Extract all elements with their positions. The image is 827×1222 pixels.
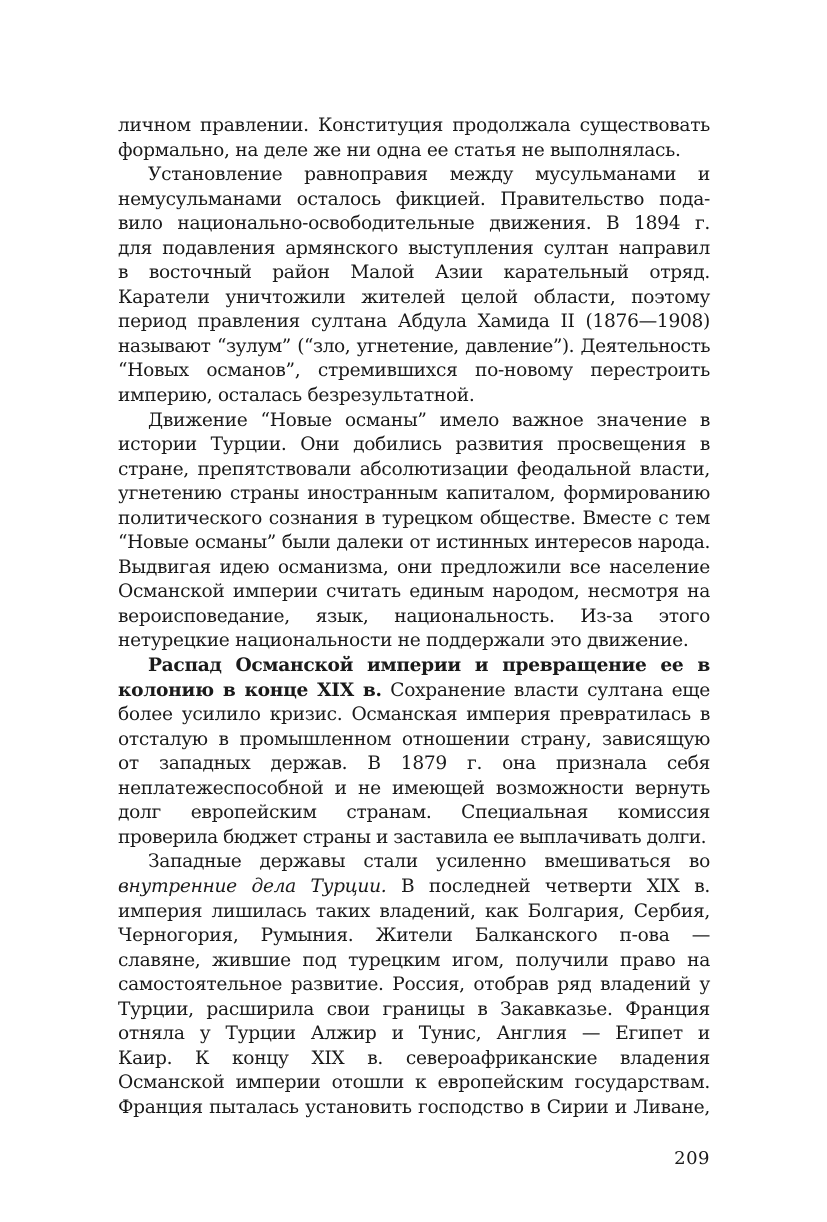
text-line: формально, на деле же ни одна ее статья не выполнялась.	[118, 139, 681, 161]
text-line: “Новых османов”, стремившихся по-новому перестроить	[118, 360, 710, 382]
text-line: империя лишилась таких владений, как Болгария, Сербия,	[118, 900, 710, 922]
page-number: 209	[674, 1148, 710, 1169]
text-line: стране, препятствовали абсолютизации феодальной власти,	[118, 458, 710, 480]
text-line: угнетению страны иностранным капиталом, формированию	[118, 483, 710, 505]
section-heading-line: Распад Османской империи и превращение ее в	[148, 655, 710, 677]
text-line: для подавления армянского выступления султан направил	[118, 237, 710, 259]
text-line: личном правлении. Конституция продолжала существовать	[118, 115, 710, 136]
text-line: более усилило кризис. Османская империя превратилась в	[118, 704, 710, 726]
page-body	[118, 114, 710, 1120]
text-line: Каир. К концу XIX в. североафриканские владения	[118, 1047, 710, 1069]
text-line: неплатежеспособной и не имеющей возможности вернуть	[118, 777, 710, 799]
text-line: политического сознания в турецком обществе. Вместе с тем	[118, 507, 710, 529]
italic-phrase: внутренние дела Турции.	[118, 875, 387, 897]
text-line: Каратели уничтожили жителей целой области, поэтому	[118, 286, 710, 308]
text-run: В последней четверти XIX в.	[386, 875, 710, 897]
text-line: немусульманами осталось фикцией. Правительство пода-	[118, 188, 710, 210]
text-line: Установление равноправия между мусульманами и	[148, 164, 710, 186]
text-line: вероисповедание, язык, национальность. Из-за этого	[118, 605, 710, 627]
text-run: Сохранение власти султана еще	[381, 679, 710, 701]
text-line: вило национально-освободительные движения. В 1894 г.	[118, 213, 710, 235]
text-line: славяне, жившие под турецким игом, получили право на	[118, 949, 710, 971]
text-line: Выдвигая идею османизма, они предложили все население	[118, 556, 710, 578]
text-line: Черногория, Румыния. Жители Балканского п-ова —	[118, 925, 710, 947]
text-line: империю, осталась безрезультатной.	[118, 385, 475, 407]
text-line	[118, 875, 710, 900]
text-line: период правления султана Абдула Хамида II (1876—1908)	[118, 311, 710, 333]
text-line: истории Турции. Они добились развития просвещения в	[118, 434, 710, 456]
text-line: отняла у Турции Алжир и Тунис, Англия — Египет и	[118, 1023, 710, 1045]
text-line: Османской империи считать единым народом, несмотря на	[118, 581, 710, 603]
text-line	[118, 679, 710, 704]
text-line: Движение “Новые османы” имело важное значение в	[148, 409, 710, 431]
text-line: отсталую в промышленном отношении страну, зависящую	[118, 728, 710, 750]
section-heading: колонию в конце XIX в.	[118, 679, 382, 701]
text-line: Западные державы стали усиленно вмешиваться во	[148, 851, 710, 873]
text-line: Турции, расширила свои границы в Закавказье. Франция	[118, 998, 710, 1020]
text-line: “Новые османы” были далеки от истинных интересов народа.	[118, 532, 710, 554]
text-line: долг европейским странам. Специальная комиссия	[118, 802, 710, 824]
text-line: Османской империи отошли к европейским государствам.	[118, 1072, 710, 1094]
text-line: проверила бюджет страны и заставила ее выплачивать долги.	[118, 826, 707, 848]
text-line: Франция пыталась установить господство в Сирии и Ливане,	[118, 1096, 710, 1118]
text-line: в восточный район Малой Азии карательный отряд.	[118, 262, 710, 284]
text-line: называют “зулум” (“зло, угнетение, давление”). Деятельность	[118, 335, 710, 357]
text-line: самостоятельное развитие. Россия, отобрав ряд владений у	[118, 974, 710, 996]
text-line: нетурецкие национальности не поддержали это движение.	[118, 630, 689, 652]
text-line: от западных держав. В 1879 г. она признала себя	[118, 753, 710, 775]
